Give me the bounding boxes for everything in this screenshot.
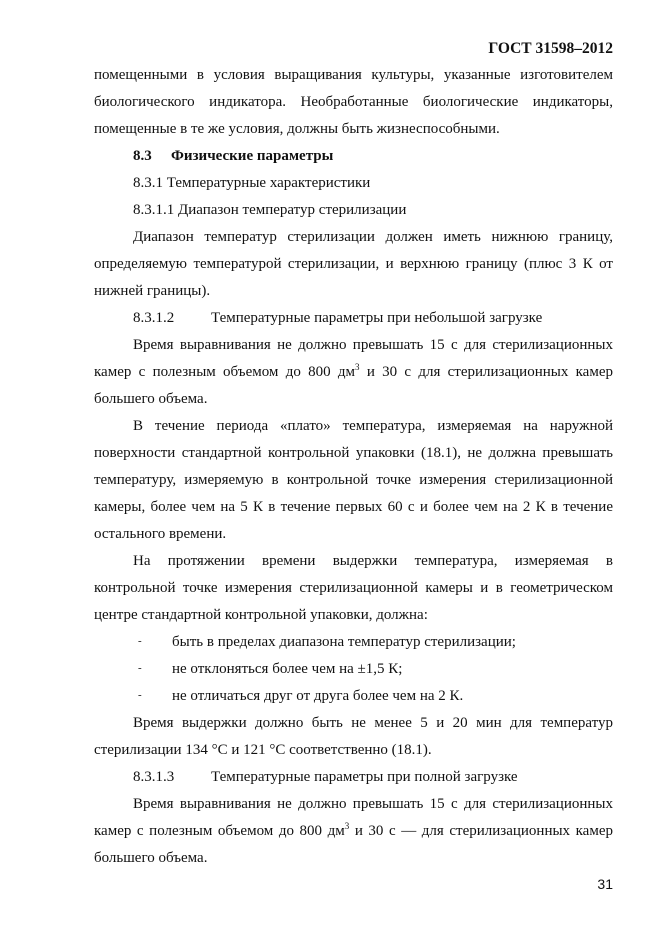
list-item: [94, 656, 613, 683]
section-8-3-1-heading: 8.3.1 Температурные характеристики: [133, 175, 371, 191]
list-item-text: не отличаться друг от друга более чем на 2 К.: [172, 688, 464, 704]
section-title: Температурные параметры при полной загрузке: [211, 769, 518, 785]
text-part: Время выравнивания не должно превышать 15 с для стерилизационных камер с полезным объемом до 800 дм: [94, 796, 613, 839]
list-dash: -: [138, 689, 142, 701]
list-item-text: быть в пределах диапазона температур стерилизации;: [172, 634, 516, 650]
paragraph-intro: помещенными в условия выращивания культуры, указанные изготовителем биологического индикатора. Необработанные биологические индикаторы, помещенные в те же условия, должны быть жизнеспособными.: [94, 67, 613, 137]
document-body: [94, 62, 613, 872]
text-part: и 30 с — для стерилизационных камер большего объема.: [94, 823, 613, 866]
section-number: 8.3: [133, 148, 152, 164]
section-title: Температурные параметры при небольшой загрузке: [211, 310, 543, 326]
section-8-3-1-3-heading: [94, 764, 613, 791]
list-dash: -: [138, 635, 142, 647]
text-part: Время выравнивания не должно превышать 15 с для стерилизационных камер с полезным объемом до 800 дм: [94, 337, 613, 380]
superscript: 3: [355, 362, 360, 372]
superscript: 3: [344, 821, 350, 831]
section-8-3-1-1-heading: 8.3.1.1 Диапазон температур стерилизации: [133, 202, 407, 218]
paragraph-holding-time: На протяжении времени выдержки температура, измеряемая в контрольной точке измерения стерилизационной камеры и в геометрическом центре стандартной контрольной упаковки, должна:: [94, 553, 613, 623]
section-title: Физические параметры: [171, 148, 334, 164]
document-header: ГОСТ 31598–2012: [488, 40, 613, 57]
section-number: 8.3.1.2: [133, 310, 175, 326]
page-number: 31: [597, 876, 613, 892]
paragraph-holding-duration: Время выдержки должно быть не менее 5 и 20 мин для температур стерилизации 134 °С и 121 °С соответственно (18.1).: [94, 715, 613, 758]
paragraph-small-load-equilibration: [94, 332, 613, 413]
paragraph-temperature-range: Диапазон температур стерилизации должен иметь нижнюю границу, определяемую температурой стерилизации, и верхнюю границу (плюс 3 К от нижней границы).: [94, 229, 613, 299]
paragraph-plateau: В течение периода «плато» температура, измеряемая на наружной поверхности стандартной контрольной упаковки (18.1), не должна превышать температуру, измеряемую в контрольной точке измерения стерилизационной камеры, более чем на 5 К в течение первых 60 с и более чем на 2 К в течение остального времени.: [94, 418, 613, 542]
section-8-3-heading: [94, 143, 613, 170]
paragraph-full-load-equilibration: [94, 791, 613, 872]
list-dash: -: [138, 662, 142, 674]
list-item: [94, 683, 613, 710]
section-number: 8.3.1.3: [133, 769, 175, 785]
list-item-text: не отклоняться более чем на ±1,5 К;: [172, 661, 403, 677]
text-part: и 30 с для стерилизационных камер большего объема.: [94, 364, 613, 407]
list-item: [94, 629, 613, 656]
section-8-3-1-2-heading: [94, 305, 613, 332]
